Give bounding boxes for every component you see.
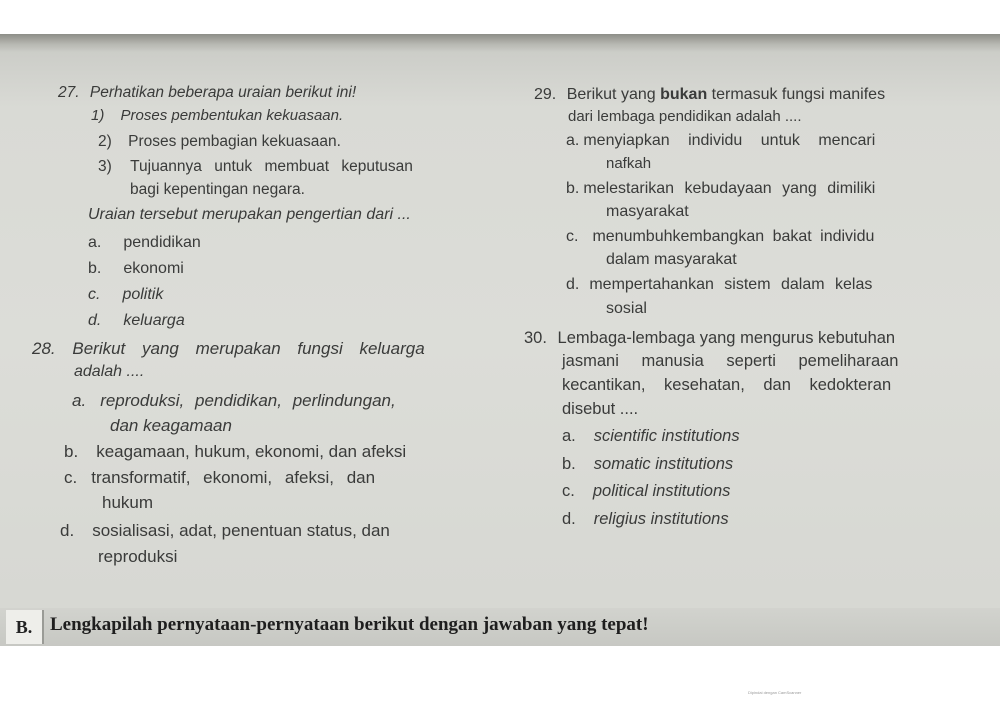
q27-question: Uraian tersebut merupakan pengertian dari ... <box>88 206 411 223</box>
q28-option-c[interactable]: c. transformatif, ekonomi, afeksi, dan <box>64 468 376 487</box>
q28-option-a-cont: dan keagamaan <box>110 416 232 435</box>
q30-option-d[interactable]: d. religius institutions <box>562 510 729 528</box>
q27-item-2-text: Proses pembagian kekuasaan. <box>128 133 341 150</box>
q28-option-d[interactable]: d. sosialisasi, adat, penentuan status, dan <box>60 521 390 540</box>
q30-stem-line1: Lembaga-lembaga yang mengurus kebutuhan <box>557 329 896 347</box>
q30-stem-line2: jasmani manusia seperti pemeliharaan <box>562 352 899 370</box>
q27-option-d[interactable]: d. keluarga <box>88 312 185 329</box>
page-shadow <box>0 34 1000 52</box>
q27-item-3 <box>98 158 413 176</box>
q29-option-c[interactable]: c. menumbuhkembangkan bakat individu <box>566 228 875 245</box>
q30-option-a[interactable]: a. scientific institutions <box>562 427 740 445</box>
q27-option-a[interactable]: a. pendidikan <box>88 234 201 251</box>
q30-option-b[interactable]: b. somatic institutions <box>562 455 734 473</box>
q27-option-c[interactable]: c. politik <box>88 286 164 303</box>
scanner-watermark: Dipindai dengan CamScanner <box>748 690 802 695</box>
q28-option-c-cont: hukum <box>102 493 154 512</box>
q27-item-3-num: 3) <box>98 158 112 175</box>
q28-stem-line2: adalah .... <box>74 363 145 380</box>
q29-header <box>534 86 885 104</box>
q29-option-d[interactable]: d. mempertahankan sistem dalam kelas <box>566 276 873 293</box>
q27-item-1-num: 1) <box>91 107 105 124</box>
q28-option-b[interactable]: b. keagamaan, hukum, ekonomi, dan afeksi <box>64 442 407 461</box>
q27-item-3-cont <box>130 181 305 199</box>
q29-option-b[interactable]: b. melestarikan kebudayaan yang dimiliki <box>566 180 876 197</box>
q30-option-c[interactable]: c. political institutions <box>562 482 731 500</box>
q27-item-2-num: 2) <box>98 133 112 150</box>
q27-item-2 <box>98 133 341 151</box>
q27-number: 27. <box>58 84 80 101</box>
q27-option-b[interactable]: b. ekonomi <box>88 260 184 277</box>
q30-stem-line3: kecantikan, kesehatan, dan kedokteran <box>562 376 892 394</box>
q28-number: 28. <box>32 339 56 358</box>
q28-stem-line1: Berikut yang merupakan fungsi keluarga <box>72 339 425 358</box>
q29-stem-a: Berikut yang <box>566 86 661 103</box>
q27-stem: Perhatikan beberapa uraian berikut ini! <box>89 84 357 101</box>
section-b-instruction: Lengkapilah pernyataan-pernyataan berikut dengan jawaban yang tepat! <box>50 614 649 635</box>
q28-option-d-cont: reproduksi <box>98 547 178 566</box>
scanned-page <box>0 34 1000 646</box>
q29-stem-line2: dari lembaga pendidikan adalah .... <box>568 108 802 125</box>
q29-option-a-cont: nafkah <box>606 155 652 172</box>
section-b-letter: B. <box>6 610 44 644</box>
q29-option-a[interactable]: a. menyiapkan individu untuk mencari <box>566 132 876 149</box>
q29-number: 29. <box>534 86 557 103</box>
q28-header <box>32 339 425 359</box>
q29-option-d-cont: sosial <box>606 300 647 317</box>
q29-option-b-cont: masyarakat <box>606 203 689 220</box>
q29-option-c-cont: dalam masyarakat <box>606 251 737 268</box>
q27-item-3-cont-text: bagi kepentingan negara. <box>130 181 305 198</box>
q30-number: 30. <box>524 329 547 347</box>
q27-header <box>58 84 356 102</box>
section-b-bar <box>0 608 1000 646</box>
q29-stem-c: termasuk fungsi manifes <box>707 86 886 103</box>
q30-stem-line4: disebut .... <box>562 400 639 418</box>
q27-item-1 <box>91 107 343 124</box>
q27-item-1-text: Proses pembentukan kekuasaan. <box>120 107 344 124</box>
q29-stem-bold: bukan <box>660 86 708 103</box>
q30-header <box>524 329 895 348</box>
q27-item-3-text: Tujuannya untuk membuat keputusan <box>130 158 413 175</box>
q28-option-a[interactable]: a. reproduksi, pendidikan, perlindungan, <box>72 391 396 410</box>
